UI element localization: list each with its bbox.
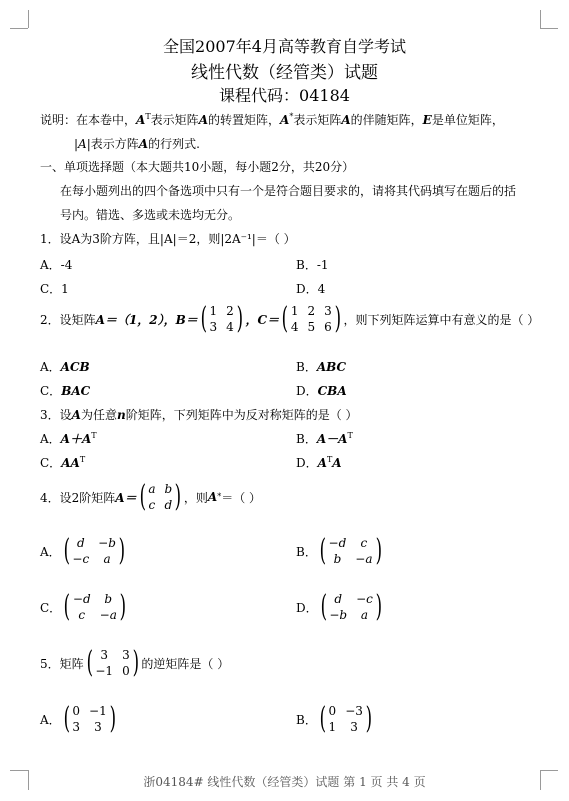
q1-option-b: B．-1 xyxy=(296,258,329,272)
q2-option-b: B．ABC xyxy=(296,360,347,374)
section-heading: 一、单项选择题（本大题共10小题，每小题2分，共20分） xyxy=(40,160,355,174)
crop-mark-bottom-right-h xyxy=(540,770,558,771)
q2-stem: 2．设矩阵 A＝（1，2）， B＝ ( 1 2 3 4 ) ，C＝ ( 1 2 3 4 5 6 ) ，则下列矩阵运算中有意义的是（ ） xyxy=(40,301,540,336)
crop-mark-top-left-h xyxy=(10,28,28,29)
page-footer: 浙04184# 线性代数（经管类）试题 第 1 页 共 4 页 xyxy=(143,775,426,789)
q3-stem: 3．设A为任意n阶矩阵，下列矩阵中为反对称矩阵的是（ ） xyxy=(40,408,358,422)
matrix-C: ( 1 2 3 4 5 6 ) xyxy=(281,301,341,336)
q4-stem: 4．设2阶矩阵 A＝ ( a b c d ) ，则 A * ＝（ ） xyxy=(40,479,262,514)
q1-option-d: D．4 xyxy=(296,282,326,296)
crop-mark-top-right-v xyxy=(540,10,541,28)
q3-option-d: D．$A^TA$ xyxy=(296,455,342,470)
exam-title: 全国2007年4月高等教育自学考试 xyxy=(163,37,406,56)
q1-option-c: C．1 xyxy=(40,282,69,296)
q3-option-b: B．$A-A^T$ xyxy=(296,431,353,446)
subject-title: 线性代数（经管类）试题 xyxy=(191,63,378,83)
crop-mark-top-right-h xyxy=(540,28,558,29)
course-code: 课程代码：04184 xyxy=(219,86,350,105)
q5-stem: 5．矩阵 ( 3 3 −1 0 ) 的逆矩阵是（ ） xyxy=(40,645,230,680)
crop-mark-bottom-left-h xyxy=(10,770,28,771)
matrix-A: ( a b c d ) xyxy=(139,479,182,514)
instructions-line1: 说明：在本卷中，$A^T$表示矩阵A的转置矩阵，A*表示矩阵A的伴随矩阵，E是单位矩阵， xyxy=(40,112,504,127)
section-desc-line1: 在每小题列出的四个备选项中只有一个是符合题目要求的，请将其代码填写在题后的括 xyxy=(60,184,517,198)
q2-option-a: A．ACB xyxy=(40,360,90,374)
q5-option-b: B． ( 0 −3 1 3 ) xyxy=(296,701,372,736)
q3-option-a: A．$A+A^T$ xyxy=(40,431,97,446)
q2-option-d: D．CBA xyxy=(296,384,347,398)
q5-option-a: A． ( 0 −1 3 3 ) xyxy=(40,701,116,736)
q4-option-d: D． ( d −c −b a ) xyxy=(296,589,382,624)
crop-mark-top-left-v xyxy=(28,10,29,28)
q4-option-a: A． ( d −b −c a ) xyxy=(40,533,126,568)
q3-option-c: C．$AA^T$ xyxy=(40,455,86,470)
q1-option-a: A．-4 xyxy=(40,258,73,272)
q1-stem: 1．设A为3阶方阵，且|A|＝2，则|2A⁻¹|＝（ ） xyxy=(40,232,296,246)
instructions-line2: |A|表示方阵A的行列式. xyxy=(74,137,200,151)
q4-option-c: C． ( −d b c −a ) xyxy=(40,589,126,624)
matrix-B: ( 1 2 3 4 ) xyxy=(200,301,243,336)
q4-option-b: B． ( −d c b −a ) xyxy=(296,533,382,568)
section-desc-line2: 号内。错选、多选或未选均无分。 xyxy=(60,208,241,222)
q2-option-c: C．BAC xyxy=(40,384,91,398)
